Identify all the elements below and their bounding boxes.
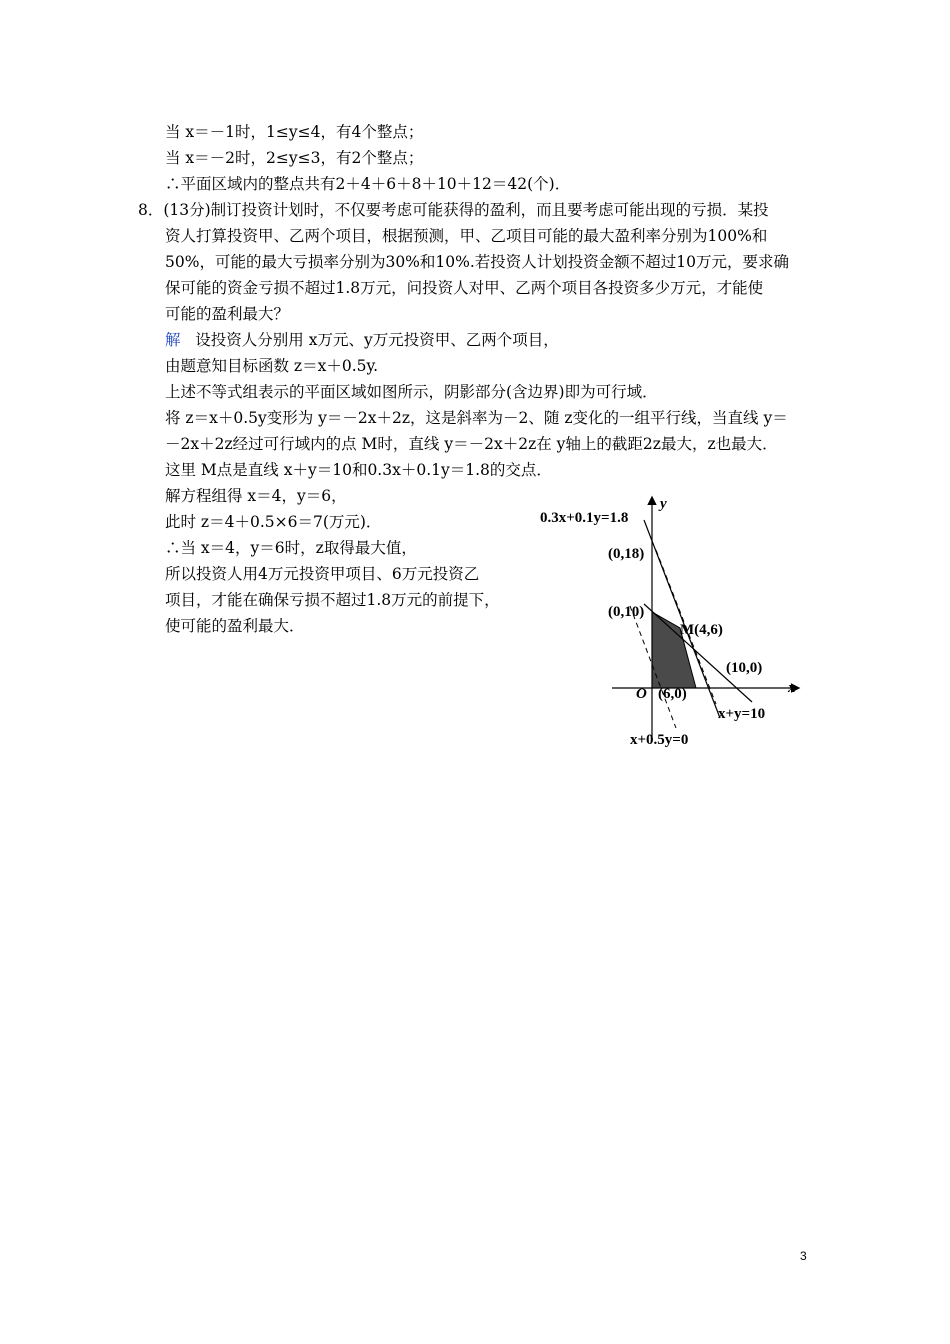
label-point-6-0: (6,0) <box>658 686 687 702</box>
label-point-10-0: (10,0) <box>726 660 763 676</box>
solution-line-4: 将 z＝x＋0.5y变形为 y＝－2x＋2z，这是斜率为－2、随 z变化的一组平行线，当直线 y＝ <box>165 409 788 427</box>
label-line-x-plus-y-10: x+y=10 <box>718 706 766 722</box>
question-line-1: 8．(13分)制订投资计划时，不仅要考虑可能获得的盈利，而且要考虑可能出现的亏损．某投 <box>138 201 769 219</box>
solution-line-2: 由题意知目标函数 z＝x＋0.5y. <box>165 357 379 375</box>
label-point-M: M(4,6) <box>680 622 723 638</box>
label-x-axis: x <box>788 680 796 696</box>
solution-line-6: 这里 M点是直线 x＋y＝10和0.3x＋0.1y＝1.8的交点． <box>165 461 552 479</box>
solution-line-9: ∴当 x＝4，y＝6时，z取得最大值， <box>165 539 417 557</box>
label-y-axis: y <box>660 496 667 512</box>
solution-line-8: 此时 z＝4＋0.5×6＝7(万元)． <box>165 513 382 531</box>
label-budget-loss-line: 0.3x+0.1y=1.8 <box>540 510 629 526</box>
solution-line-5: －2x＋2z经过可行域内的点 M时，直线 y＝－2x＋2z在 y轴上的截距2z最大，z也最大． <box>165 435 778 453</box>
solution-line-12: 使可能的盈利最大． <box>165 617 305 635</box>
label-origin: O <box>636 686 647 702</box>
feasible-region-figure <box>530 492 820 752</box>
solution-line-1-text: 设投资人分别用 x万元、y万元投资甲、乙两个项目， <box>195 331 559 349</box>
solution-line-11: 项目，才能在确保亏损不超过1.8万元的前提下， <box>165 591 500 609</box>
line-total-points: ∴平面区域内的整点共有2＋4＋6＋8＋10＋12＝42(个)． <box>165 175 571 193</box>
page-number: 3 <box>800 1249 807 1263</box>
label-point-0-18: (0,18) <box>608 546 645 562</box>
label-objective-line: x+0.5y=0 <box>630 732 689 748</box>
question-line-2: 资人打算投资甲、乙两个项目，根据预测，甲、乙项目可能的最大盈利率分别为100%和 <box>165 227 768 245</box>
line-case-x-neg2: 当 x＝－2时，2≤y≤3，有2个整点； <box>165 149 424 167</box>
solution-line-7: 解方程组得 x＝4，y＝6， <box>165 487 347 505</box>
question-line-3: 50%，可能的最大亏损率分别为30%和10%.若投资人计划投资金额不超过10万元，要求确 <box>165 253 790 271</box>
solution-line-1 <box>165 330 559 350</box>
solution-line-3: 上述不等式组表示的平面区域如图所示，阴影部分(含边界)即为可行域． <box>165 383 658 401</box>
question-line-4: 保可能的资金亏损不超过1.8万元，问投资人对甲、乙两个项目各投资多少万元，才能使 <box>165 279 764 297</box>
line-case-x-neg1: 当 x＝－1时，1≤y≤4，有4个整点； <box>165 123 424 141</box>
solution-label: 解 <box>165 331 181 349</box>
label-point-0-10: (0,10) <box>608 604 645 620</box>
solution-line-10: 所以投资人用4万元投资甲项目、6万元投资乙 <box>165 565 480 583</box>
question-line-5: 可能的盈利最大？ <box>165 305 290 323</box>
